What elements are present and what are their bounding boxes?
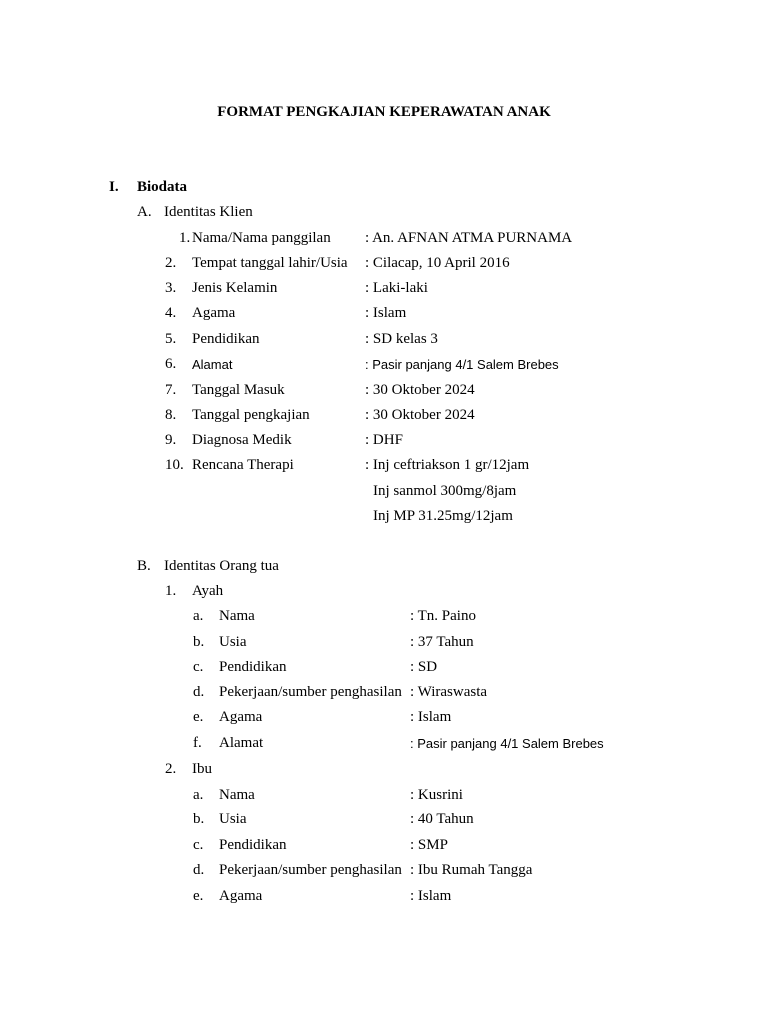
parent-number: 2. (165, 761, 177, 777)
klien-item-number: 6. (165, 356, 177, 372)
ayah-item-letter: d. (193, 684, 205, 700)
ibu-item-label: Usia (219, 811, 247, 827)
subsection-heading-klien: Identitas Klien (164, 204, 253, 220)
klien-item-number: 2. (165, 255, 177, 271)
parent-label-ayah: Ayah (192, 583, 224, 599)
klien-item-value: : Inj ceftriakson 1 gr/12jam (365, 457, 530, 473)
ayah-item-letter: f. (193, 735, 202, 751)
klien-item-value: : Islam (365, 305, 407, 321)
therapy-continuation: Inj MP 31.25mg/12jam (373, 508, 513, 524)
ayah-item-value: : SD (410, 659, 438, 675)
ibu-item-letter: c. (193, 837, 204, 853)
ibu-item-value: : SMP (410, 837, 448, 853)
section-label: Biodata (137, 179, 188, 195)
ibu-item-label: Agama (219, 888, 263, 904)
parent-label-ibu: Ibu (192, 761, 212, 777)
ayah-item-letter: a. (193, 608, 204, 624)
klien-item-number: 8. (165, 407, 177, 423)
ibu-item-letter: e. (193, 888, 204, 904)
klien-item-value: : Cilacap, 10 April 2016 (365, 255, 510, 271)
klien-item-number: 7. (165, 382, 177, 398)
ibu-item-value: : Ibu Rumah Tangga (410, 862, 533, 878)
subsection-letter-b: B. (137, 558, 151, 574)
klien-item-number: 3. (165, 280, 177, 296)
ayah-item-value: : Tn. Paino (410, 608, 476, 624)
ayah-item-label: Nama (219, 608, 255, 624)
klien-item-number: 9. (165, 432, 177, 448)
ibu-item-value: : 40 Tahun (410, 811, 474, 827)
klien-item-number: 1. (179, 230, 191, 246)
ayah-item-label: Pendidikan (219, 659, 287, 675)
ayah-item-label: Usia (219, 634, 247, 650)
ayah-item-value: : Islam (410, 709, 452, 725)
ayah-item-letter: e. (193, 709, 204, 725)
klien-item-label: Pendidikan (192, 331, 260, 347)
ibu-item-label: Pendidikan (219, 837, 287, 853)
ayah-item-letter: c. (193, 659, 204, 675)
klien-item-label: Alamat (192, 357, 233, 372)
klien-item-number: 4. (165, 305, 177, 321)
section-number: I. (109, 179, 119, 195)
klien-item-label: Agama (192, 305, 236, 321)
klien-item-label: Tanggal Masuk (192, 382, 285, 398)
ayah-item-label: Alamat (219, 735, 264, 751)
ayah-item-value: : 37 Tahun (410, 634, 474, 650)
ibu-item-label: Pekerjaan/sumber penghasilan (219, 862, 402, 878)
ibu-item-label: Nama (219, 787, 255, 803)
klien-item-value: : SD kelas 3 (365, 331, 438, 347)
ibu-item-letter: d. (193, 862, 205, 878)
klien-item-value: : 30 Oktober 2024 (365, 382, 475, 398)
klien-item-label: Tempat tanggal lahir/Usia (192, 255, 348, 271)
klien-item-value: : An. AFNAN ATMA PURNAMA (365, 230, 573, 246)
ayah-item-value: : Pasir panjang 4/1 Salem Brebes (410, 736, 604, 751)
klien-item-number: 5. (165, 331, 177, 347)
ayah-item-letter: b. (193, 634, 205, 650)
ayah-item-label: Pekerjaan/sumber penghasilan (219, 684, 402, 700)
klien-item-value: : DHF (365, 432, 403, 448)
klien-item-value: : Laki-laki (365, 280, 428, 296)
klien-item-value: : Pasir panjang 4/1 Salem Brebes (365, 357, 559, 372)
klien-item-label: Tanggal pengkajian (192, 407, 310, 423)
ayah-item-label: Agama (219, 709, 263, 725)
klien-item-label: Rencana Therapi (192, 457, 294, 473)
ibu-item-letter: a. (193, 787, 204, 803)
ibu-item-value: : Kusrini (410, 787, 463, 803)
klien-item-number: 10. (165, 457, 184, 473)
subsection-letter-a: A. (137, 204, 152, 220)
klien-item-label: Nama/Nama panggilan (192, 230, 331, 246)
therapy-continuation: Inj sanmol 300mg/8jam (373, 483, 517, 499)
ayah-item-value: : Wiraswasta (410, 684, 488, 700)
klien-item-label: Jenis Kelamin (192, 280, 278, 296)
klien-item-label: Diagnosa Medik (192, 432, 292, 448)
parent-number: 1. (165, 583, 177, 599)
ibu-item-value: : Islam (410, 888, 452, 904)
ibu-item-letter: b. (193, 811, 205, 827)
klien-item-value: : 30 Oktober 2024 (365, 407, 475, 423)
subsection-heading-orangtua: Identitas Orang tua (164, 558, 279, 574)
document-title: FORMAT PENGKAJIAN KEPERAWATAN ANAK (217, 104, 551, 120)
